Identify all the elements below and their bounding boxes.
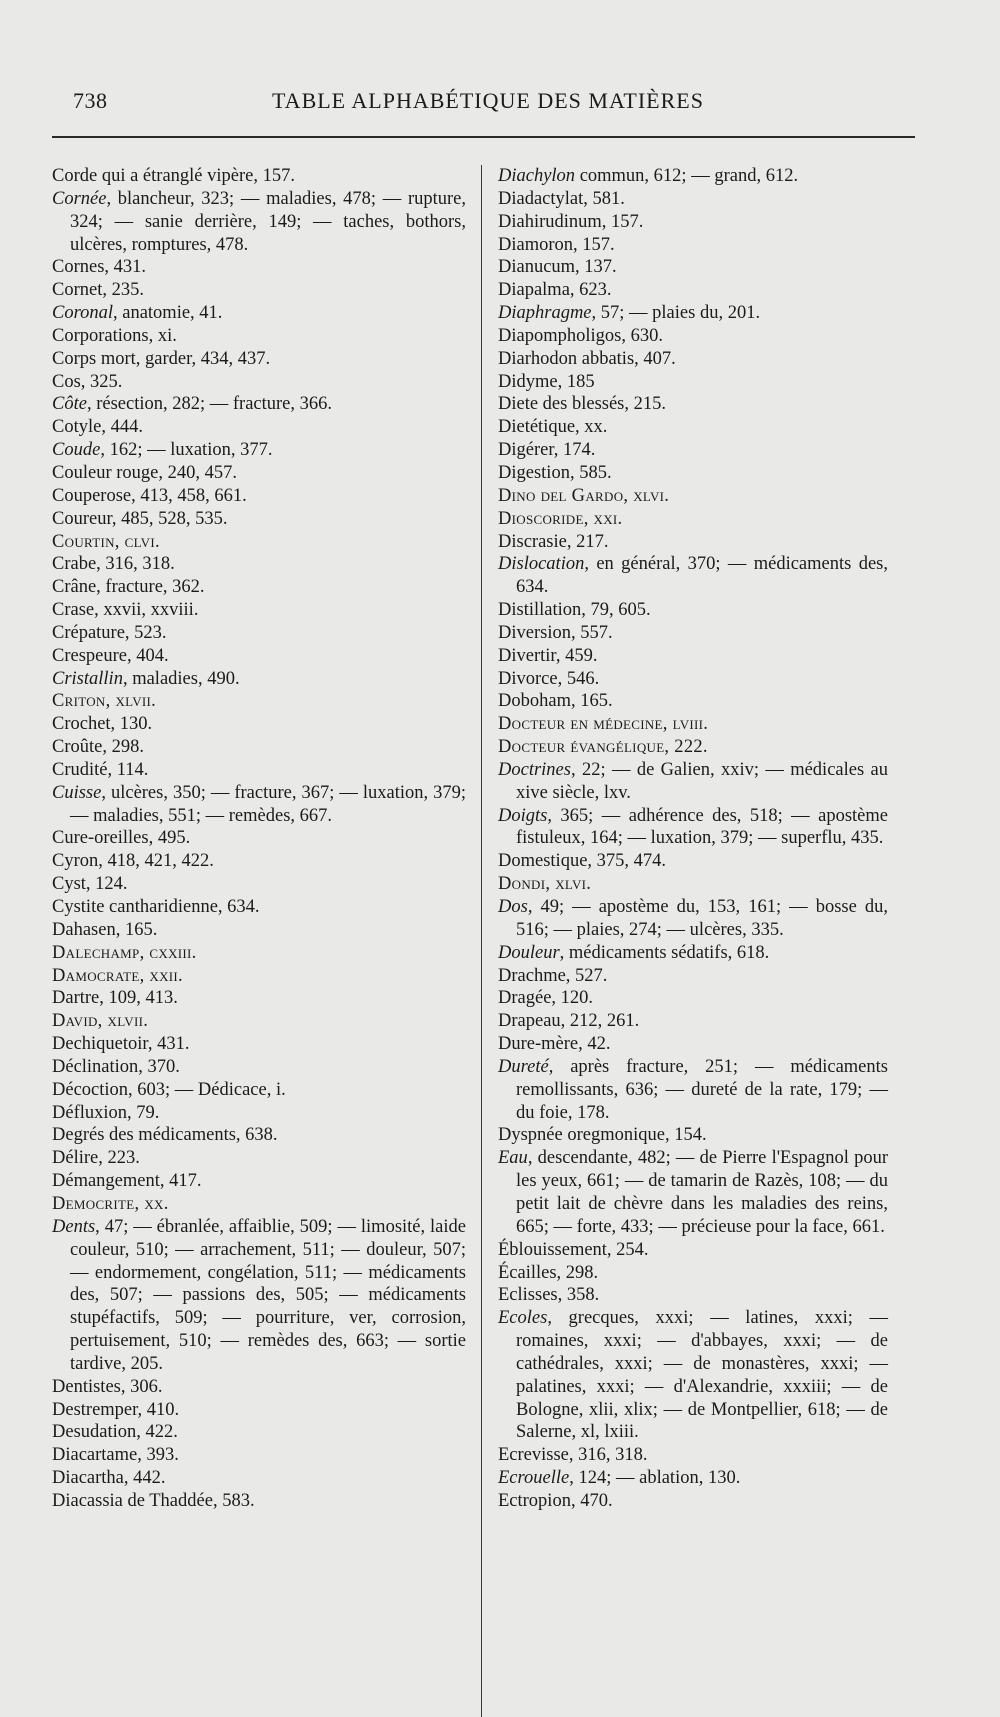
index-entry: Corps mort, garder, 434, 437. [52,348,271,369]
index-entry: Dino del Gardo, xlvi. [498,485,670,506]
index-entry: Crudité, 114. [52,759,149,780]
index-entry: Dianucum, 137. [498,257,617,278]
index-entry: Cure-oreilles, 495. [52,828,191,849]
index-entry: Crespeure, 404. [52,645,169,666]
index-entry: Diacartha, 442. [52,1468,166,1489]
index-entry: Doctrines, 22; — de Galien, xxiv; — médicales au xive siècle, lxv. [498,759,888,803]
index-entry: Desudation, 422. [52,1422,178,1443]
index-entry: Couperose, 413, 458, 661. [52,485,247,506]
index-entry: Cos, 325. [52,371,123,392]
index-entry: Douleur, médicaments sédatifs, 618. [498,942,770,963]
index-entry: Digestion, 585. [498,462,612,483]
index-entry: Corporations, xi. [52,325,177,346]
index-entry: Docteur évangélique, 222. [498,737,708,758]
index-entry: Diacassia de Thaddée, 583. [52,1490,255,1511]
index-entry: Cuisse, ulcères, 350; — fracture, 367; — luxation, 379; — maladies, 551; — remèdes, 667. [52,782,466,826]
index-entry: Crâne, fracture, 362. [52,577,205,598]
index-entry: Cristallin, maladies, 490. [52,668,240,689]
index-entry: Crochet, 130. [52,714,153,735]
index-entry: Éblouissement, 254. [498,1239,649,1260]
index-entry: Diaphragme, 57; — plaies du, 201. [498,303,761,324]
page-header [0,88,1000,128]
index-entry: Crase, xxvii, xxviii. [52,600,199,621]
index-entry: Cornet, 235. [52,280,144,301]
index-entry: Diete des blessés, 215. [498,394,667,415]
index-entry: Divorce, 546. [498,668,600,689]
index-entry: Ectropion, 470. [498,1490,613,1511]
index-entry: Dartre, 109, 413. [52,988,178,1009]
index-entry: Dondi, xlvi. [498,874,592,895]
index-entry: Cornée, blancheur, 323; — maladies, 478; — rupture, 324; — sanie derrière, 149; — taches, bothors, ulcères, romptures, 478. [52,188,466,255]
index-entry: Crabe, 316, 318. [52,554,175,575]
index-entry: Cornes, 431. [52,257,147,278]
index-entry: Distillation, 79, 605. [498,600,651,621]
index-entry: Eau, descendante, 482; — de Pierre l'Espagnol pour les yeux, 661; — de tamarin de Razès, 108; — du petit lait de chèvre dans les maladies des reins, 665; — forte, 433; — précieuse pour la face, 661. [498,1148,888,1237]
index-entry: Diadactylat, 581. [498,188,625,209]
index-entry: Décoction, 603; — Dédicace, i. [52,1079,286,1100]
index-entry: Dure-mère, 42. [498,1034,611,1055]
index-entry: Dioscoride, xxi. [498,508,623,529]
index-entry: Dechiquetoir, 431. [52,1034,190,1055]
index-entry: Diapalma, 623. [498,280,612,301]
index-entry: Ecoles, grecques, xxxi; — latines, xxxi; — romaines, xxxi; — d'abbayes, xxxi; — de cathédrales, xxxi; — de monastères, xxxi; — palatines, xxxi; — d'Alexandrie, xxxiii; — de Bologne, xlii, xlix; — de Montpellier, 618; — de Salerne, xl, lxiii. [498,1308,888,1443]
index-entry: Dahasen, 165. [52,919,158,940]
index-entry: Corde qui a étranglé vipère, 157. [52,166,295,186]
index-entry: Destremper, 410. [52,1399,180,1420]
column-divider [481,165,482,1717]
index-entry: Coronal, anatomie, 41. [52,303,223,324]
index-entry: Dents, 47; — ébranlée, affaiblie, 509; — limosité, laide couleur, 510; — arrachement, 511; — douleur, 507; — endormement, congélation, 511; — médicaments des, 507; — passions des, 505; — médicaments stupéfactifs, 509; — pourriture, ver, corrosion, pertuisement, 510; — remèdes des, 663; — sortie tardive, 205. [52,1216,466,1374]
index-entry: Délire, 223. [52,1148,140,1169]
index-entry: Coude, 162; — luxation, 377. [52,440,273,461]
index-entry: Diacartame, 393. [52,1445,179,1466]
index-entry: Docteur en médecine, lviii. [498,714,709,735]
page-number: 738 [73,88,108,113]
index-entry: Diapompholigos, 630. [498,325,663,346]
index-entry: Diahirudinum, 157. [498,211,644,232]
index-entry: Eclisses, 358. [498,1285,600,1306]
index-entry: Degrés des médicaments, 638. [52,1125,278,1146]
index-entry: Dragée, 120. [498,988,594,1009]
index-entry: Ecrouelle, 124; — ablation, 130. [498,1468,741,1489]
header-rule [52,136,915,138]
index-entry: Digérer, 174. [498,440,596,461]
index-entry: Dentistes, 306. [52,1376,163,1397]
index-entry: Criton, xlvii. [52,691,157,712]
index-entry: Côte, résection, 282; — fracture, 366. [52,394,332,415]
index-entry: Cystite cantharidienne, 634. [52,897,260,917]
index-entry: Courtin, clvi. [52,531,160,552]
index-entry: Croûte, 298. [52,737,144,758]
running-title: TABLE ALPHABÉTIQUE DES MATIÈRES [272,88,704,113]
index-column-right [498,165,888,1513]
index-entry: Couleur rouge, 240, 457. [52,462,237,483]
index-entry: Divertir, 459. [498,645,598,666]
index-entry: Diversion, 557. [498,622,613,643]
index-entry: Dietétique, xx. [498,417,608,438]
index-entry: Crépature, 523. [52,622,167,643]
index-entry: Democrite, xx. [52,1193,169,1214]
index-entry: Diarhodon abbatis, 407. [498,348,676,369]
index-entry: Doigts, 365; — adhérence des, 518; — apostème fistuleux, 164; — luxation, 379; — superflu, 435. [498,805,888,849]
index-entry: Cyst, 124. [52,874,128,895]
index-entry: Dos, 49; — apostème du, 153, 161; — bosse du, 516; — plaies, 274; — ulcères, 335. [498,897,888,940]
index-entry: Dislocation, en général, 370; — médicaments des, 634. [498,554,888,598]
index-entry: Drapeau, 212, 261. [498,1011,640,1032]
index-entry: Damocrate, xxii. [52,965,183,986]
index-entry: Discrasie, 217. [498,531,609,552]
index-entry: Écailles, 298. [498,1262,599,1283]
index-entry: Dureté, après fracture, 251; — médicaments remollissants, 636; — dureté de la rate, 179; — du foie, 178. [498,1056,888,1123]
index-entry: Drachme, 527. [498,965,608,986]
index-entry: Cyron, 418, 421, 422. [52,851,214,872]
index-entry: Didyme, 185 [498,371,595,392]
index-entry: Dyspnée oregmonique, 154. [498,1125,707,1146]
index-entry: Domestique, 375, 474. [498,851,667,872]
index-entry: Ecrevisse, 316, 318. [498,1445,648,1466]
index-entry: Cotyle, 444. [52,417,143,438]
index-entry: David, xlvii. [52,1011,149,1032]
index-entry: Défluxion, 79. [52,1102,160,1123]
index-column-left [52,165,466,1513]
index-entry: Dalechamp, cxxiii. [52,942,197,963]
index-entry: Coureur, 485, 528, 535. [52,508,228,529]
index-entry: Diachylon commun, 612; — grand, 612. [498,166,799,186]
index-entry: Déclination, 370. [52,1056,180,1077]
index-entry: Diamoron, 157. [498,234,615,255]
index-entry: Doboham, 165. [498,691,613,712]
index-entry: Démangement, 417. [52,1171,202,1192]
